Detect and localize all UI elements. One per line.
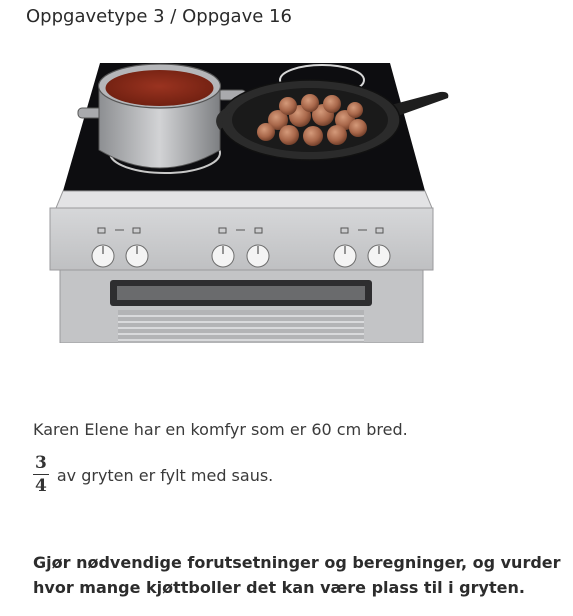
fraction-text: av gryten er fylt med saus. bbox=[56, 465, 274, 485]
problem-statement: Karen Elene har en komfyr som er 60 cm bred. bbox=[33, 420, 408, 439]
task-instruction: Gjør nødvendige forutsetninger og beregninger, og vurder hvor mange kjøttboller det kan være plass til i gryten. bbox=[33, 553, 561, 597]
page-title: Oppgavetype 3 / Oppgave 16 bbox=[26, 6, 292, 27]
fraction-denominator: 4 bbox=[35, 476, 47, 496]
stove-illustration bbox=[0, 58, 573, 343]
frying-pan bbox=[219, 80, 448, 160]
sauce bbox=[106, 70, 214, 106]
fraction-numerator: 3 bbox=[35, 453, 47, 473]
fraction bbox=[33, 455, 49, 495]
fraction-statement bbox=[33, 455, 273, 495]
